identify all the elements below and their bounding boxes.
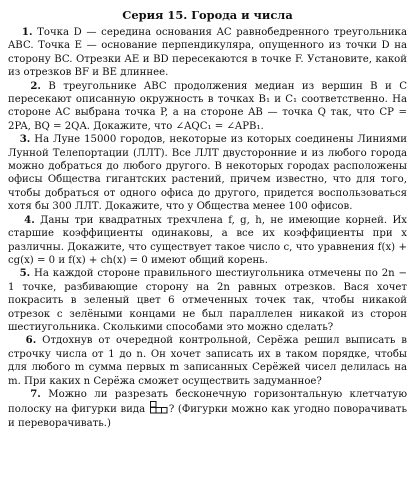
problem-text: Точка D — середина основания AC равнобедренного треугольника ABC. Точка E — основание перпендикуляра, опущенного из точки D на сторону BC. Отрезки AE и BD пересекаются в точке F. Установите, какой из отрезков BF и BE длиннее. [8, 27, 407, 79]
l-tetromino-icon [150, 401, 168, 414]
problem-1 [8, 26, 407, 80]
problem-number: 2. [30, 79, 41, 92]
problem-text: На Луне 15000 городов, некоторые из которых соединены Линиями Лунной Телепортации (ЛЛТ). Все ЛЛТ двусторонние и из любого города можно добраться до любого другого. В некоторых городах расположены офисы Общества гигантских растений, причем известно, что для того, чтобы добраться от одного офиса до другого, придется воспользоваться хотя бы 300 ЛЛТ. Докажите, что у Общества менее 100 офисов. [8, 134, 408, 213]
problem-text: В треугольнике ABC продолжения медиан из вершин B и C пересекают описанную окружность в точках B₁ и C₁ соответственно. На стороне AC выбрана точка P, а на стороне AB — точка Q так, что CP = 2PA, BQ = 2QA. Докажите, что ∠AQC₁ = ∠APB₁. [8, 80, 407, 132]
problem-text: Даны три квадратных трехчлена f, g, h, не имеющие корней. Их старшие коэффициенты одинаковы, а все их коэффициенты при x различны. Докажите, что существует такое число c, что уравнения f(x) + cg(x) = 0 и f(x) + ch(x) = 0 имеют общий корень. [8, 214, 408, 266]
problem-4 [8, 214, 407, 268]
problem-text: Отдохнув от очередной контрольной, Серёжа решил выписать в строчку числа от 1 до n. Он хочет записать их в таком порядке, чтобы для любого m сумма первых m записанных Серёжей чисел делилась на m. При каких n Серёжа сможет осуществить задуманное? [8, 335, 408, 387]
problem-text-after: ? (Фигурки можно как угодно поворачивать и переворачивать.) [8, 404, 408, 429]
problem-6 [8, 334, 407, 388]
page-title: Серия 15. Города и числа [122, 8, 293, 22]
problem-2 [8, 80, 407, 134]
problem-number: 1. [21, 26, 33, 38]
problem-number: 5. [19, 267, 31, 280]
problem-number: 3. [19, 133, 31, 146]
problem-number: 7. [30, 387, 41, 400]
problem-number: 4. [24, 213, 35, 226]
problem-5 [8, 267, 407, 334]
problem-text-before: Можно ли разрезать бесконечную горизонтальную клетчатую полоску на фигурки вида [8, 388, 408, 416]
problem-3 [8, 133, 407, 213]
problem-number: 6. [25, 334, 37, 347]
problem-7 [8, 388, 407, 430]
problem-text: На каждой стороне правильного шестиугольника отмечены по 2n − 1 точке, разбивающие сторону на 2n равных отрезков. Вася хочет покрасить в зеленый цвет 6 отмеченных точек так, чтобы никакой отрезок с зелёными концами не был параллелен никакой из сторон шестиугольника. Сколькими способами это можно сделать? [8, 268, 408, 333]
